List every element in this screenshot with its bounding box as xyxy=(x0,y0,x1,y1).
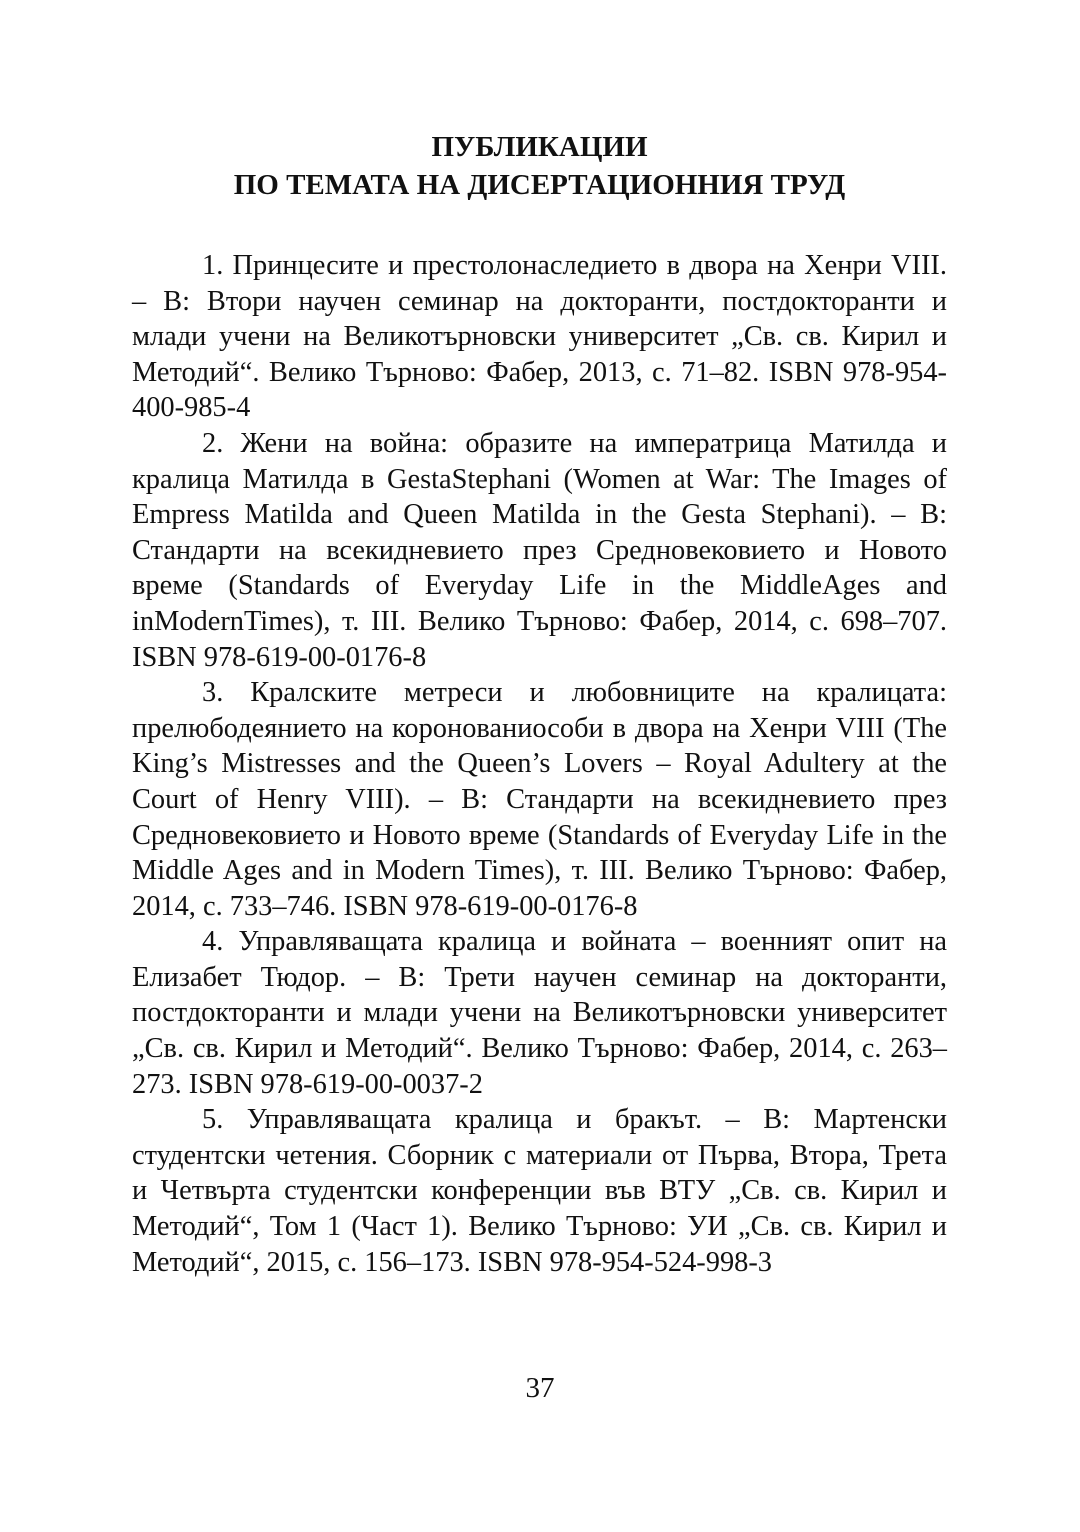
page-number: 37 xyxy=(525,1372,555,1404)
publication-entry: 2. Жени на война: образите на императрица Матилда и кралица Матилда в GestaStephani (Women at War: The Images of Empress Matilda and Queen Matilda in the Gesta Stephani). – В: Стандарти на всекидневието през Средновековието и Новото време (Standards of Everyday Life in the MiddleAges and inModernTimes), т. III. Велико Търново: Фабер, 2014, с. 698–707. ISBN 978-619-00-0176-8 xyxy=(132,427,947,673)
publication-entry: 3. Кралските метреси и любовниците на кралицата: прелюбодеянието на коронованиособи в двора на Хенри VIII (The King’s Mistresses and the Queen’s Lovers – Royal Adultery at the Court of Henry VIII). – В: Стандарти на всекидневието през Средновековието и Новото време (Standards of Everyday Life in the Middle Ages and in Modern Times), т. III. Велико Търново: Фабер, 2014, с. 733–746. ISBN 978-619-00-0176-8 xyxy=(132,677,947,922)
publication-entry: 5. Управляващата кралица и бракът. – В: Мартенски студентски четения. Сборник с материали от Първа, Втора, Трета и Четвърта студентски конференции във ВТУ „Св. св. Кирил и Методий“, Том 1 (Част 1). Велико Търново: УИ „Св. св. Кирил и Методий“, 2015, с. 156–173. ISBN 978-954-524-998-3 xyxy=(132,1104,947,1278)
title-line-1: ПУБЛИКАЦИИ xyxy=(431,131,648,163)
publication-entry: 4. Управляващата кралица и войната – военният опит на Елизабет Тюдор. – В: Трети научен семинар на докторанти, постдокторанти и млади учени на Великотърновски университет „Св. св. Кирил и Методий“. Велико Търново: Фабер, 2014, с. 263–273. ISBN 978-619-00-0037-2 xyxy=(132,926,947,1100)
title-line-2: ПО ТЕМАТА НА ДИСЕРТАЦИОННИЯ ТРУД xyxy=(233,169,846,201)
publication-list xyxy=(132,248,947,1280)
publication-entry: 1. Принцесите и престолонаследието в двора на Хенри VIII. – В: Втори научен семинар на докторанти, постдокторанти и млади учени на Великотърновски университет „Св. св. Кирил и Методий“. Велико Търново: Фабер, 2013, с. 71–82. ISBN 978-954-400-985-4 xyxy=(132,250,947,424)
document-page xyxy=(132,128,947,1280)
page-title xyxy=(132,128,947,204)
